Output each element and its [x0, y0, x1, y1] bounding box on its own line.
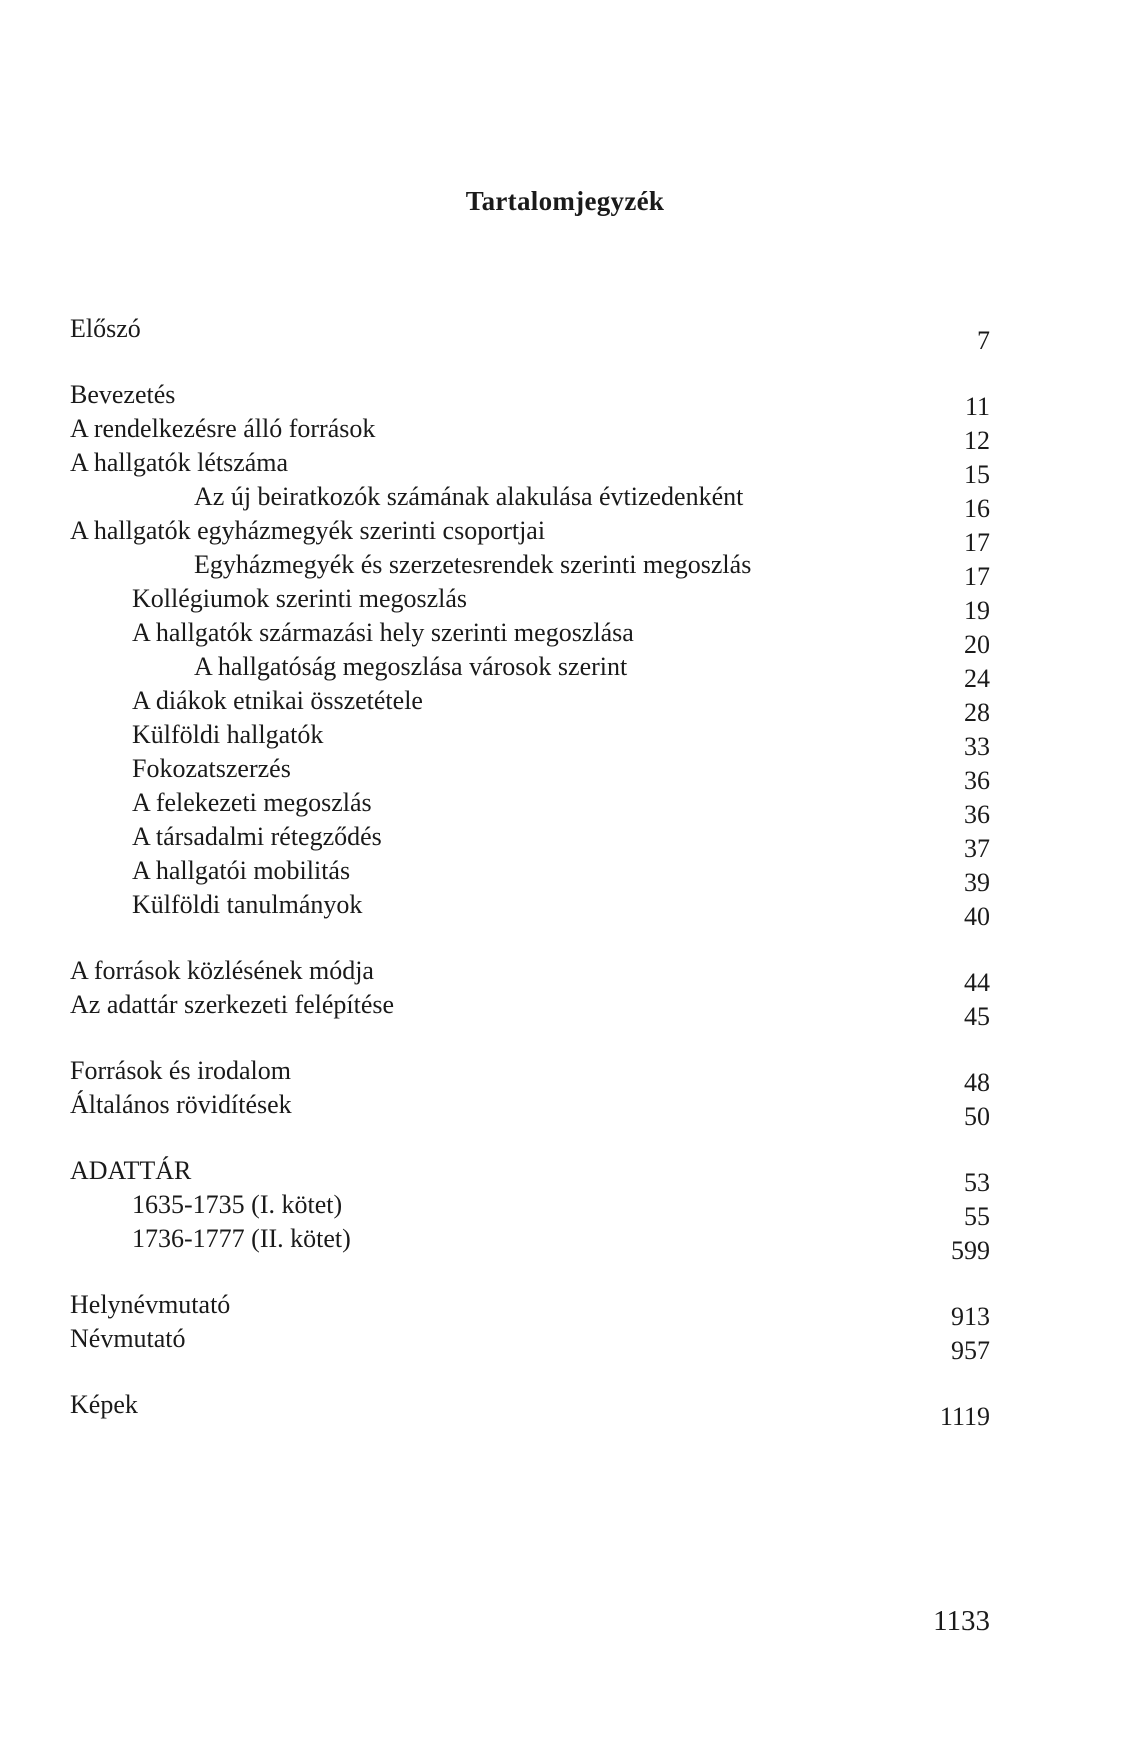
toc-entry-page: 28 — [964, 698, 990, 727]
toc-entry-title: A társadalmi rétegződés — [132, 822, 382, 851]
toc-entry-title: Általános rövidítések — [70, 1090, 292, 1119]
toc-entry — [70, 1154, 990, 1197]
toc-entry — [70, 820, 990, 863]
toc-entry-page: 957 — [951, 1336, 990, 1365]
toc-entry — [70, 1088, 990, 1131]
toc-group — [70, 1288, 990, 1365]
toc-entry-title: Források és irodalom — [70, 1056, 291, 1085]
toc-entry-page: 12 — [964, 426, 990, 455]
toc-entry-page: 55 — [964, 1202, 990, 1231]
toc-entry-page: 40 — [964, 902, 990, 931]
toc-entry-page: 16 — [964, 494, 990, 523]
toc-entry — [70, 854, 990, 897]
toc-entry — [70, 582, 990, 625]
toc-entry-page: 7 — [977, 326, 990, 355]
toc-entry — [70, 1188, 990, 1231]
toc-entry-title: Névmutató — [70, 1324, 186, 1353]
toc-entry — [70, 684, 990, 727]
toc-group — [70, 954, 990, 1031]
toc-entry-page: 53 — [964, 1168, 990, 1197]
page-number: 1133 — [933, 1605, 990, 1637]
toc-group — [70, 312, 990, 355]
toc-entry-title: A hallgatók származási hely szerinti megoszlása — [132, 618, 634, 647]
toc-entry-page: 17 — [964, 562, 990, 591]
toc-entry-title: 1635-1735 (I. kötet) — [132, 1190, 343, 1219]
toc-entry-title: Az adattár szerkezeti felépítése — [70, 990, 395, 1019]
toc-entry — [70, 718, 990, 761]
toc-group — [70, 1388, 990, 1431]
toc-entry — [70, 1222, 990, 1265]
toc-entry-title: Bevezetés — [70, 380, 176, 409]
toc-entry-title: A felekezeti megoszlás — [132, 788, 372, 817]
toc-entry-title: A hallgatók egyházmegyék szerinti csoportjai — [70, 516, 546, 545]
toc-entry — [70, 514, 990, 557]
toc-entry-title: A források közlésének módja — [70, 956, 374, 985]
toc-entry-title: Kollégiumok szerinti megoszlás — [132, 584, 468, 613]
toc-entry-page: 15 — [964, 460, 990, 489]
toc-entry-title: Egyházmegyék és szerzetesrendek szerinti megoszlás — [194, 550, 752, 579]
toc-entry-title: Külföldi hallgatók — [132, 720, 324, 749]
toc-entry — [70, 446, 990, 489]
toc-entry-page: 37 — [964, 834, 990, 863]
toc-entry-page: 1119 — [939, 1402, 990, 1431]
toc-entry-title: Külföldi tanulmányok — [132, 890, 363, 919]
toc-entry — [70, 888, 990, 931]
toc-entry-page: 19 — [964, 596, 990, 625]
toc-entry-page: 36 — [964, 800, 990, 829]
toc-entry — [70, 616, 990, 659]
toc-entry — [70, 480, 990, 523]
toc-entry-title: Képek — [70, 1390, 138, 1419]
toc-entry — [70, 752, 990, 795]
toc-entry-page: 599 — [951, 1236, 990, 1265]
toc-entry-page: 39 — [964, 868, 990, 897]
table-of-contents — [70, 312, 990, 1454]
toc-entry — [70, 988, 990, 1031]
toc-entry-page: 913 — [951, 1302, 990, 1331]
toc-entry — [70, 412, 990, 455]
toc-entry — [70, 954, 990, 997]
toc-entry — [70, 1054, 990, 1097]
toc-entry-title: 1736-1777 (II. kötet) — [132, 1224, 351, 1253]
toc-entry-title: Helynévmutató — [70, 1290, 231, 1319]
toc-entry-title: A hallgatói mobilitás — [132, 856, 351, 885]
toc-entry — [70, 378, 990, 421]
toc-entry-title: A hallgatók létszáma — [70, 448, 289, 477]
toc-entry-page: 44 — [964, 968, 990, 997]
toc-entry-title: A rendelkezésre álló források — [70, 414, 376, 443]
toc-entry — [70, 312, 990, 355]
toc-entry-title: ADATTÁR — [70, 1156, 192, 1185]
toc-entry-page: 17 — [964, 528, 990, 557]
toc-entry-page: 24 — [964, 664, 990, 693]
toc-entry-page: 36 — [964, 766, 990, 795]
toc-entry — [70, 548, 990, 591]
toc-entry — [70, 1288, 990, 1331]
toc-entry — [70, 1388, 990, 1431]
toc-entry-title: Az új beiratkozók számának alakulása évtizedenként — [194, 482, 744, 511]
toc-entry-title: Fokozatszerzés — [132, 754, 291, 783]
toc-entry-title: A diákok etnikai összetétele — [132, 686, 423, 715]
toc-entry-page: 11 — [964, 392, 990, 421]
toc-entry — [70, 786, 990, 829]
toc-entry — [70, 1322, 990, 1365]
toc-group — [70, 378, 990, 931]
toc-entry-title: A hallgatóság megoszlása városok szerint — [194, 652, 628, 681]
toc-entry — [70, 650, 990, 693]
toc-group — [70, 1154, 990, 1265]
toc-entry-page: 50 — [964, 1102, 990, 1131]
toc-entry-page: 48 — [964, 1068, 990, 1097]
toc-entry-title: Előszó — [70, 314, 141, 343]
toc-entry-page: 33 — [964, 732, 990, 761]
toc-group — [70, 1054, 990, 1131]
page-title: Tartalomjegyzék — [465, 186, 665, 216]
toc-entry-page: 20 — [964, 630, 990, 659]
toc-entry-page: 45 — [964, 1002, 990, 1031]
